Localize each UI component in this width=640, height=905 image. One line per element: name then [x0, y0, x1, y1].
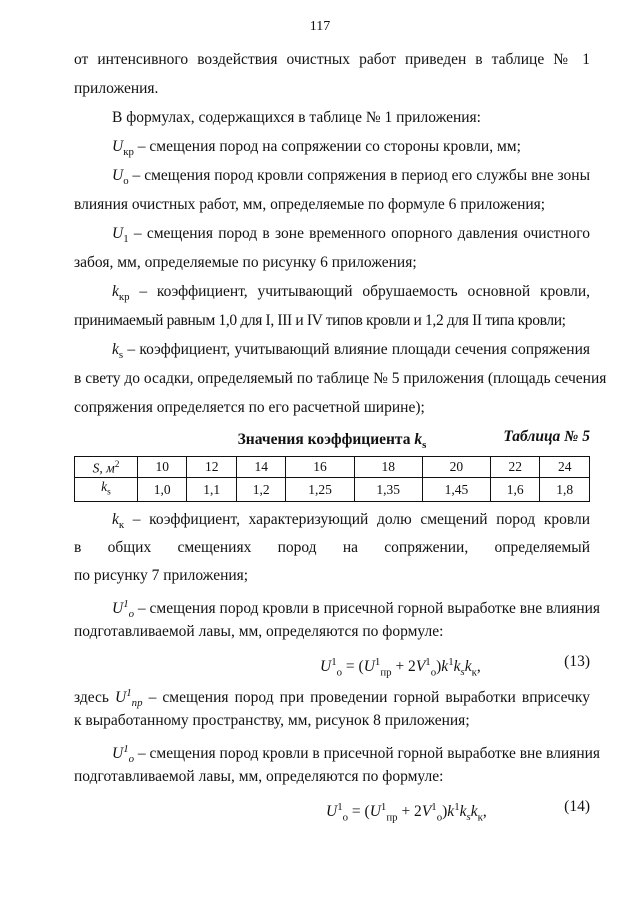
table-cell: 22	[490, 457, 539, 478]
text-line: сопряжения определяется по его расчетной ширине);	[74, 399, 425, 416]
table-cell: 1,6	[490, 477, 539, 502]
symbol-subscript: 1	[123, 233, 129, 246]
definition-line	[112, 282, 590, 307]
table-cell: 12	[187, 457, 236, 478]
table-cell: 1,25	[286, 477, 354, 502]
table-label: Таблица № 5	[503, 428, 590, 445]
table-cell: 24	[540, 457, 590, 478]
table-cell: 1,1	[187, 477, 236, 502]
table-row	[75, 477, 590, 502]
text-line: от интенсивного воздействия очистных работ приведен в таблице № 1	[74, 51, 590, 68]
table-cell: 1,8	[540, 477, 590, 502]
text-line: влияния очистных работ, мм, определяемые по формуле 6 приложения;	[74, 196, 546, 213]
definition-text: – смещения пород в зоне временного опорного давления очистного	[128, 225, 590, 242]
header-text: k	[101, 478, 108, 494]
table-title-text: Значения коэффициента	[237, 431, 415, 448]
definition-text: – коэффициент, учитывающий влияние площади сечения сопряжения	[123, 341, 590, 358]
table-cell: 20	[422, 457, 490, 478]
table-cell: 18	[354, 457, 422, 478]
table-title	[74, 430, 590, 455]
text-line: к выработанному пространству, мм, рисунок 8 приложения;	[74, 712, 470, 729]
symbol-subscript: о	[123, 175, 129, 188]
table-cell: 1,35	[354, 477, 422, 502]
symbol-subscript: кр	[118, 291, 130, 304]
text-line: в свету до осадки, определяемый по таблице № 5 приложения (площадь сечения	[74, 370, 607, 387]
coefficient-table	[74, 456, 590, 502]
table-cell: 1,2	[236, 477, 285, 502]
text-line: по рисунку 7 приложения;	[74, 567, 249, 584]
symbol-subscript: кр	[123, 146, 134, 159]
table-title-symbol: k	[414, 431, 423, 448]
definition-text: – смещения пород на сопряжении со стороны кровли, мм;	[133, 138, 521, 155]
header-superscript: 2	[114, 460, 120, 470]
table-header-cell	[75, 457, 138, 478]
table-header-cell	[75, 477, 138, 502]
definition-text: – коэффициент, характеризующий долю смещений пород кровли	[124, 511, 590, 528]
definition-text: – смещения пород кровли сопряжения в период его службы вне зоны	[128, 167, 590, 184]
symbol-subscript: s	[118, 349, 124, 362]
definition-line	[112, 340, 590, 365]
header-text: S, м	[92, 460, 115, 476]
definition-line	[112, 224, 590, 249]
symbol: U	[112, 225, 124, 242]
text-line: в общих смещениях пород на сопряжении, определяемый	[74, 539, 590, 556]
definition-text: – смещения пород кровли в присечной горной выработке вне влияния	[134, 600, 601, 618]
definition-line	[74, 683, 590, 713]
equation-13: $U^1_о = (U^1_{пр} + 2V^1_о)k^1k_sk_к$,	[320, 656, 481, 679]
symbol: $U^1_о$	[112, 598, 135, 621]
symbol: k	[112, 511, 119, 528]
definition-line	[112, 510, 590, 535]
equation-number: (13)	[564, 653, 590, 670]
equation-number: (14)	[564, 798, 590, 815]
symbol: U	[112, 167, 124, 184]
text-line: принимаемый равным 1,0 для I, III и IV типов кровли и 1,2 для II типа кровли;	[74, 312, 566, 329]
symbol: $U^1_{пр}$	[115, 687, 143, 710]
definition-line	[112, 594, 601, 624]
symbol: k	[112, 283, 119, 300]
symbol-subscript: к	[118, 519, 125, 532]
table-row	[75, 457, 590, 478]
definition-line	[112, 166, 590, 191]
definition-text: – смещения пород кровли в присечной горной выработке вне влияния	[134, 745, 601, 763]
definition-prefix: здесь	[74, 689, 116, 707]
text-line: В формулах, содержащихся в таблице № 1 приложения:	[112, 109, 481, 126]
table-cell: 14	[236, 457, 285, 478]
table-title-subscript: s	[422, 439, 427, 452]
definition-line	[112, 137, 590, 162]
table-cell: 10	[138, 457, 187, 478]
definition-line	[112, 739, 601, 769]
definition-text: – смещения пород при проведении горной выработки вприсечку	[142, 689, 590, 707]
text-line: подготавливаемой лавы, мм, определяются по формуле:	[74, 623, 444, 640]
table-cell: 1,0	[138, 477, 187, 502]
header-subscript: s	[107, 487, 111, 498]
symbol: k	[112, 341, 119, 358]
text-line: подготавливаемой лавы, мм, определяются по формуле:	[74, 768, 444, 785]
definition-text: – коэффициент, учитывающий обрушаемость основной кровли,	[129, 283, 590, 300]
page-number: 117	[309, 19, 331, 34]
symbol: $U^1_о$	[112, 743, 135, 766]
text-line: приложения.	[74, 80, 159, 97]
table-cell: 1,45	[422, 477, 490, 502]
symbol: U	[112, 138, 124, 155]
text-line: забоя, мм, определяемые по рисунку 6 приложения;	[74, 254, 417, 271]
equation-14: $U^1_о = (U^1_{пр} + 2V^1_о)k^1k_sk_к$,	[326, 801, 487, 824]
table-cell: 16	[286, 457, 354, 478]
